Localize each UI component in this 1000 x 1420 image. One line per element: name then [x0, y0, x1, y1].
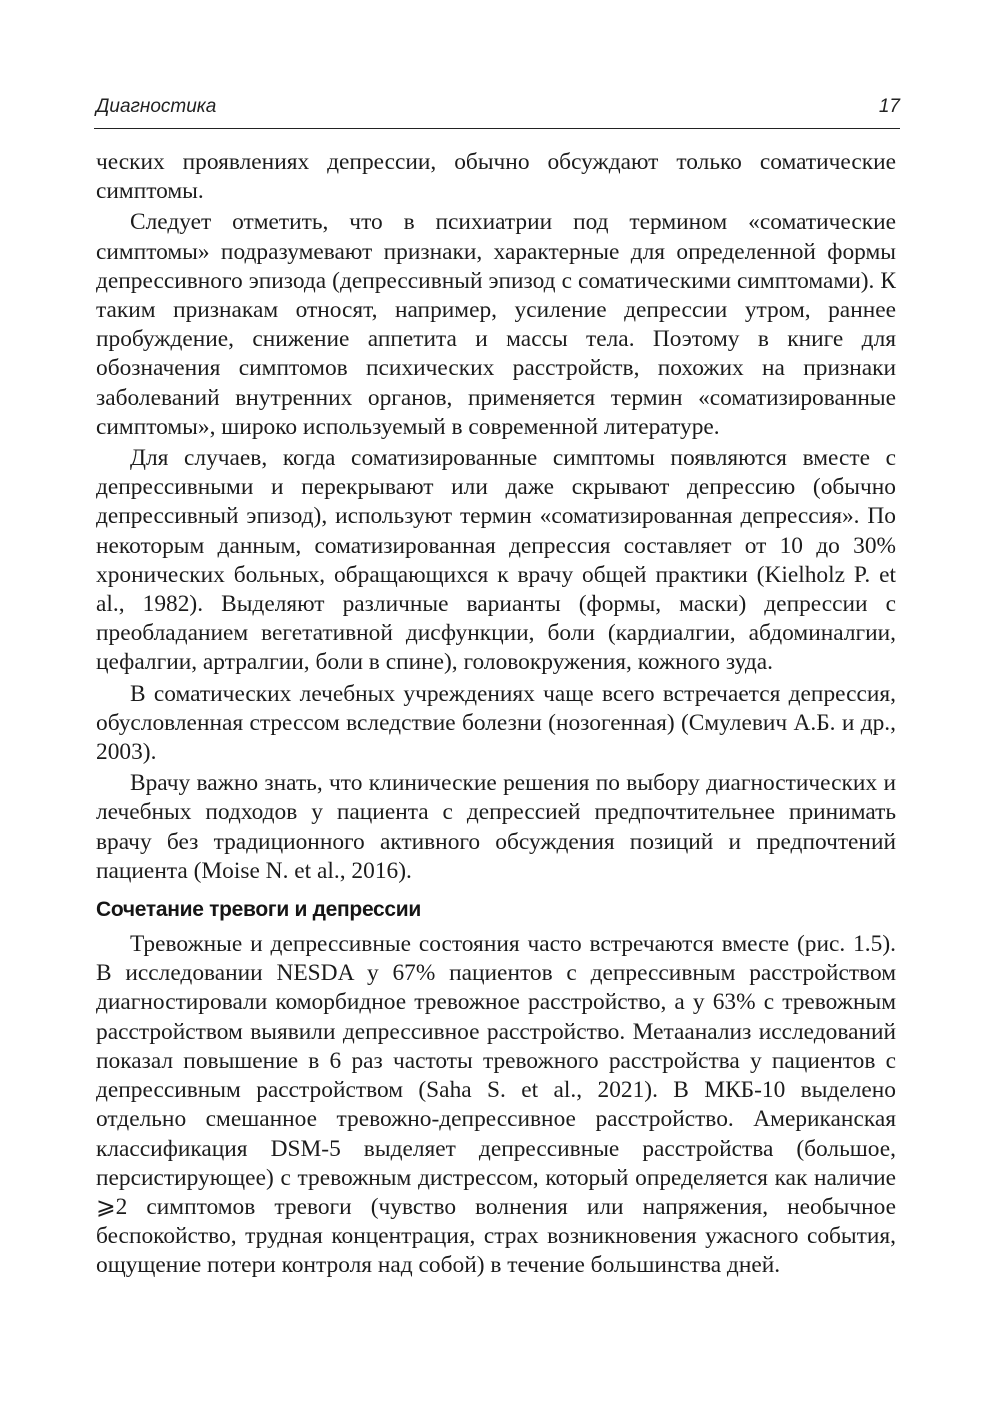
paragraph-anxiety-depression: Тревожные и депрессивные состояния часто встречаются вместе (рис. 1.5). В исследовании NESDA у 67% пациентов с депрессивным расстройством диагностировали коморбидное тревожное расстройство, а у 63% с тревожным расстройством выявили депрессивное расстройство. Метаанализ исследований показал повышение в 6 раз частоты тревожного расстройства у пациентов с депрессивным расстройством (Saha S. et al., 2021). В МКБ-10 выделено отдельно смешанное тревожно-депрессивное расстройство. Американская классификация DSM-5 выделяет депрессивные расстройства (большое, персистирующее) с тревожным дистрессом, который определяется как наличие ⩾2 симптомов тревоги (чувство волнения или напряжения, необычное беспокойство, трудная концентрация, страх возникновения ужасного события, ощущение потери контроля над собой) в течение большинства дней.: [96, 931, 896, 1279]
paragraph-continuation: ческих проявлениях депрессии, обычно обсуждают только соматические симптомы.: [96, 149, 896, 205]
running-header: [94, 92, 900, 129]
paragraph-nosogenic-depression: В соматических лечебных учреждениях чаще всего встречается депрессия, обусловленная стрессом вследствие болезни (нозогенная) (Смулевич А.Б. и др., 2003).: [96, 680, 896, 766]
section-heading: Сочетание тревоги и депрессии: [96, 898, 422, 922]
paragraph-somatized-depression: Для случаев, когда соматизированные симптомы появляются вместе с депрессивными и перекрывают или даже скрывают депрессию (обычно депрессивный эпизод), используют термин «соматизированная депрессия». По некоторым данным, соматизированная депрессия составляет от 10 до 30% хронических больных, обращающихся к врачу общей практики (Kielholz P. et al., 1982). Выделяют различные варианты (формы, маски) депрессии с преобладанием вегетативной дисфункции, боли (кардиалгии, абдоминалгии, цефалгии, артралгии, боли в спине), головокружения, кожного зуда.: [96, 445, 896, 676]
paragraph-somatic-symptoms: Следует отметить, что в психиатрии под термином «соматические симптомы» подразумевают признаки, характерные для определенной формы депрессивного эпизода (депрессивный эпизод с соматическими симптомами). К таким признакам относят, например, усиление депрессии утром, раннее пробуждение, снижение аппетита и массы тела. Поэтому в книге для обозначения симптомов психических расстройств, похожих на признаки заболеваний внутренних органов, применяется термин «соматизированные симптомы», широко используемый в современной литературе.: [96, 209, 896, 440]
section-title: Диагностика: [96, 96, 217, 117]
body-text: [96, 148, 896, 1283]
page-number: 17: [878, 96, 900, 117]
paragraph-clinical-decisions: Врачу важно знать, что клинические решения по выбору диагностических и лечебных подходов у пациента с депрессией предпочтительнее принимать врачу без традиционного активного обсуждения позиций и предпочтений пациента (Moise N. et al., 2016).: [96, 770, 896, 884]
